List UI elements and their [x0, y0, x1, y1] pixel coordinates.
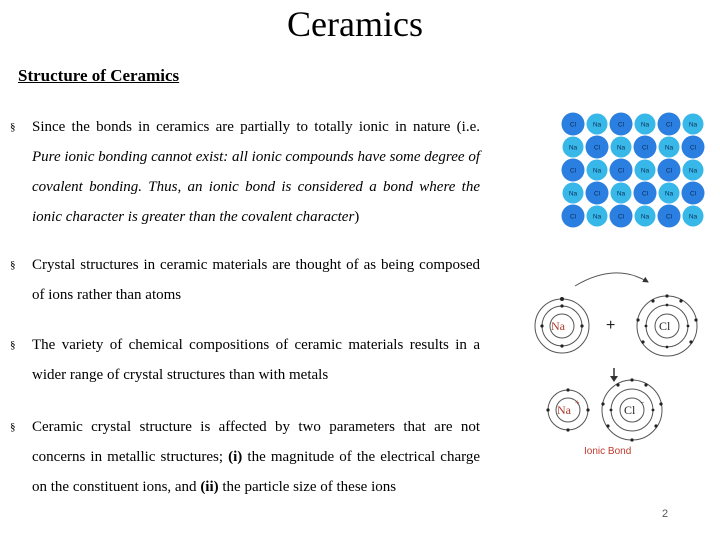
cl-ion-sphere	[658, 113, 681, 136]
svg-text:Na: Na	[664, 190, 674, 198]
na-ion-sphere	[611, 137, 632, 158]
svg-text:Na: Na	[688, 167, 698, 175]
na-ion	[546, 388, 589, 431]
bullet-marker: §	[10, 339, 16, 351]
cl-ion-sphere	[586, 182, 609, 205]
na-ion-sphere	[563, 183, 584, 204]
na-ion-sphere	[635, 206, 656, 227]
bullet-text: Since the bonds in ceramics are partially to totally ionic in nature (i.e. Pure ionic bonding cannot exist: all ionic compounds have some degree of covalent bonding. Thus, an ionic bond is considered a bond where the ionic character is greater than the covalent character)	[32, 119, 480, 225]
bullet-marker: §	[10, 421, 16, 433]
svg-text:Cl: Cl	[641, 190, 649, 198]
svg-text:Cl: Cl	[593, 190, 601, 198]
na-ion-sphere	[635, 160, 656, 181]
na-ion-sphere	[563, 137, 584, 158]
cl-label: Cl	[659, 319, 671, 333]
na-ion-label: Na	[557, 403, 571, 417]
cl-ion-sphere	[658, 159, 681, 182]
cl-ion-sphere	[562, 159, 585, 182]
na-ion-charge: +	[575, 398, 580, 407]
svg-text:Na: Na	[640, 167, 650, 175]
svg-text:Na: Na	[640, 213, 650, 221]
cl-ion-sphere	[610, 205, 633, 228]
electron-transfer-arrow	[575, 273, 648, 286]
cl-ion-sphere	[658, 205, 681, 228]
svg-text:Cl: Cl	[689, 190, 697, 198]
page-number: 2	[662, 508, 669, 520]
na-ion-sphere	[659, 137, 680, 158]
cl-ion-sphere	[610, 159, 633, 182]
cl-ion-sphere	[634, 136, 657, 159]
cl-ion-sphere	[562, 205, 585, 228]
svg-text:Na: Na	[616, 190, 626, 198]
nacl-lattice-image	[560, 112, 708, 228]
bullet-text: The variety of chemical compositions of ceramic materials results in a wider range of crystal structures than with metals	[32, 337, 480, 383]
svg-text:Na: Na	[688, 121, 698, 129]
svg-text:Cl: Cl	[569, 167, 577, 175]
svg-text:Na: Na	[688, 213, 698, 221]
na-ion-sphere	[659, 183, 680, 204]
ionic-bond-caption: Ionic Bond	[584, 446, 632, 457]
svg-text:Na: Na	[616, 144, 626, 152]
svg-text:Cl: Cl	[569, 121, 577, 129]
bullet-marker: §	[10, 259, 16, 271]
na-atom	[535, 297, 589, 353]
svg-text:Cl: Cl	[617, 167, 625, 175]
bullet-item	[10, 112, 480, 232]
cl-ion	[601, 378, 662, 441]
cl-ion-sphere	[682, 182, 705, 205]
svg-text:Na: Na	[568, 190, 578, 198]
cl-ion-sphere	[586, 136, 609, 159]
svg-text:Cl: Cl	[641, 144, 649, 152]
cl-atom	[636, 294, 697, 356]
svg-text:Cl: Cl	[617, 213, 625, 221]
bullet-item	[10, 250, 480, 310]
ionic-bond-diagram	[520, 268, 708, 460]
na-label: Na	[551, 319, 565, 333]
na-ion-sphere	[587, 160, 608, 181]
bullet-marker: §	[10, 121, 16, 133]
cl-ion-charge: −	[640, 398, 645, 407]
cl-ion-sphere	[610, 113, 633, 136]
na-ion-sphere	[587, 206, 608, 227]
svg-text:Na: Na	[568, 144, 578, 152]
svg-text:Cl: Cl	[689, 144, 697, 152]
bullet-item	[10, 412, 480, 502]
svg-text:Na: Na	[592, 121, 602, 129]
svg-text:Na: Na	[664, 144, 674, 152]
svg-text:Cl: Cl	[569, 213, 577, 221]
na-ion-sphere	[683, 114, 704, 135]
na-ion-sphere	[587, 114, 608, 135]
cl-ion-label: Cl	[624, 403, 636, 417]
cl-ion-sphere	[634, 182, 657, 205]
svg-text:Cl: Cl	[665, 167, 673, 175]
svg-text:Cl: Cl	[593, 144, 601, 152]
svg-text:Na: Na	[592, 213, 602, 221]
na-ion-sphere	[635, 114, 656, 135]
svg-text:Cl: Cl	[617, 121, 625, 129]
cl-ion-sphere	[682, 136, 705, 159]
svg-text:Cl: Cl	[665, 213, 673, 221]
cl-ion-sphere	[562, 113, 585, 136]
na-ion-sphere	[683, 160, 704, 181]
bullet-text: Crystal structures in ceramic materials are thought of as being composed of ions rather than atoms	[32, 257, 480, 303]
svg-text:Cl: Cl	[665, 121, 673, 129]
na-ion-sphere	[611, 183, 632, 204]
section-subtitle: Structure of Ceramics	[18, 66, 180, 85]
slide-title: Ceramics	[287, 4, 423, 44]
svg-text:Na: Na	[640, 121, 650, 129]
svg-text:Na: Na	[592, 167, 602, 175]
bullet-item	[10, 330, 480, 390]
plus-sign: +	[606, 317, 616, 334]
bullet-text: Ceramic crystal structure is affected by two parameters that are not concerns in metallic structures; (i) the magnitude of the electrical charge on the constituent ions, and (ii) the particle size of these ions	[32, 419, 480, 495]
na-ion-sphere	[683, 206, 704, 227]
